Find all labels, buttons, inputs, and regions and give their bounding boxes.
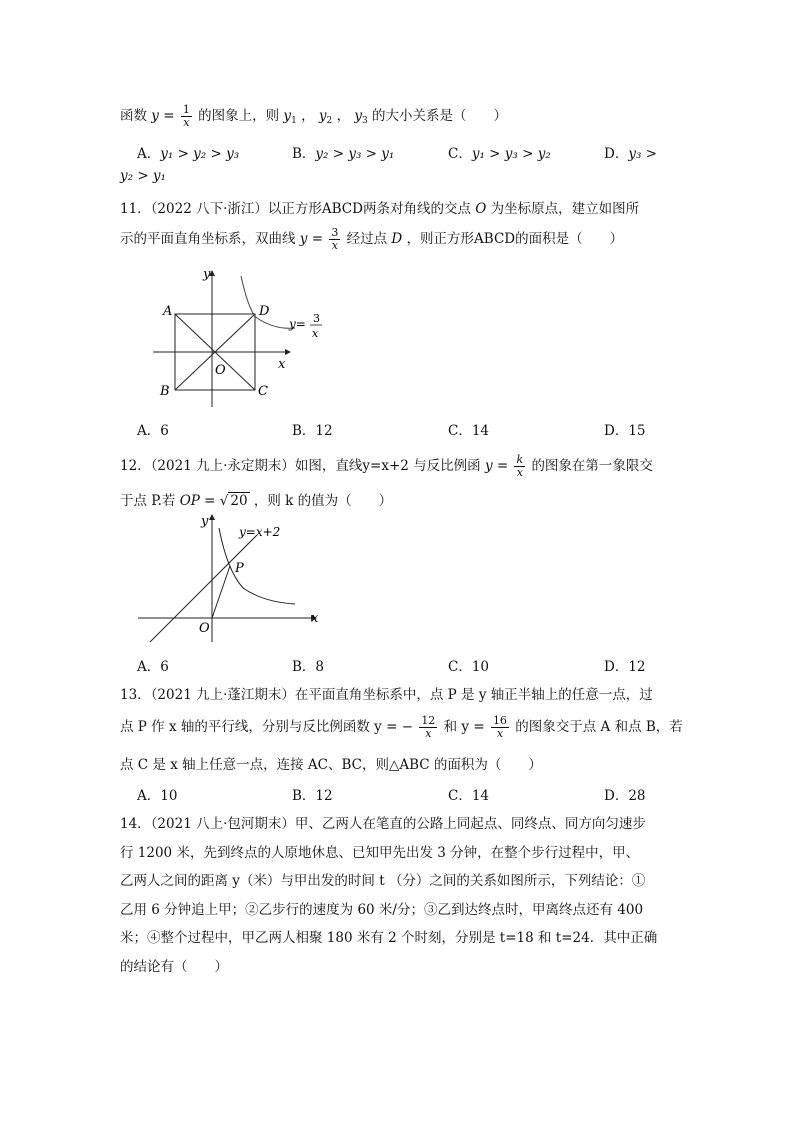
q13-option-c-label: C． — [448, 788, 472, 804]
q13-option-a — [137, 784, 177, 804]
q11-figure — [145, 262, 345, 412]
q12-func-lhs: y = — [484, 458, 509, 474]
q12-option-c-label: C． — [448, 659, 472, 675]
q10-suffix-a: 的图象上，则 — [198, 108, 280, 124]
q11-line1-b: 为坐标原点，建立如图所 — [490, 201, 640, 217]
q13-f1-fraction — [419, 715, 437, 740]
q10-option-a-label: A． — [137, 146, 161, 162]
q13-number: 13． — [120, 687, 151, 703]
q11-label-d: D — [259, 304, 270, 319]
q10-option-c-label: C． — [448, 146, 472, 162]
q11-var-d: D — [391, 231, 403, 247]
q11-option-d-value: 15 — [628, 423, 646, 439]
q11-option-c-label: C． — [448, 423, 472, 439]
q12-line2-a: 于点 P.若 — [120, 493, 176, 509]
q13-mid: 和 — [443, 719, 458, 735]
q11-option-a-label: A． — [137, 423, 161, 439]
q11-label-y: y — [203, 267, 211, 282]
q10-option-b — [292, 142, 394, 162]
q12-y-arrow — [209, 514, 215, 520]
q11-line1-a: 以正方形ABCD两条对角线的交点 — [267, 201, 471, 217]
q13-f2-num: 16 — [492, 714, 507, 727]
q14-source: （2021 八上·包河期末） — [150, 816, 295, 832]
q10-option-c-value: y₁ > y₃ > y₂ — [471, 146, 551, 162]
q12-line1-a: 如图，直线y=x+2 与反比例函 — [294, 458, 481, 474]
q11-option-c-value: 14 — [471, 423, 490, 439]
q10-suffix-b: 的大小关系是（ ） — [372, 108, 508, 124]
q10-func-lhs: y = — [151, 108, 175, 124]
q10-y3: y — [354, 108, 362, 124]
q12-option-b-value: 8 — [315, 659, 325, 675]
q10-option-b-label: B． — [292, 146, 316, 162]
q10-option-d-wrap: y₂ > y₁ — [120, 168, 166, 184]
q10-frac-num: 1 — [182, 103, 190, 116]
q11-line2 — [120, 227, 623, 252]
q10-option-a-value: y₁ > y₂ > y₃ — [160, 146, 240, 162]
q12-label-o: O — [199, 621, 210, 636]
q11-curve-num: 3 — [313, 312, 320, 325]
q14-line1 — [120, 812, 646, 832]
q12-label-x: x — [311, 611, 319, 626]
q12-frac-num: k — [516, 453, 524, 466]
q10-prefix: 函数 — [120, 108, 147, 124]
q10-option-d — [604, 142, 657, 162]
q12-sqrt-sign: √ — [219, 493, 229, 509]
q13-line3: 点 C 是 x 轴上任意一点，连接 AC、BC，则△ABC 的面积为（ ） — [120, 757, 542, 773]
q13-source: （2021 九上·蓬江期末） — [150, 687, 295, 703]
q10-y1: y — [283, 108, 292, 124]
q13-line1 — [120, 683, 653, 703]
q10-option-d-value-a: y₃ > — [628, 146, 657, 162]
q11-label-b: B — [160, 384, 170, 399]
q11-frac-num: 3 — [331, 226, 339, 239]
q12-option-c-value: 10 — [471, 659, 490, 675]
q11-label-o: O — [215, 363, 226, 378]
q11-curve-lhs: y= — [289, 317, 306, 331]
q12-line1-b: 的图象在第一象限交 — [531, 458, 653, 474]
q13-f1-num: 12 — [421, 714, 436, 727]
q11-fraction — [329, 227, 340, 252]
q13-option-b-label: B． — [292, 788, 316, 804]
q11-option-d-label: D． — [604, 423, 629, 439]
q14-line6: 的结论有（ ） — [120, 959, 228, 975]
q12-option-d — [604, 655, 646, 675]
q13-option-c-value: 14 — [471, 788, 490, 804]
q12-op-lhs: OP = — [179, 493, 216, 509]
q11-option-d — [604, 419, 646, 439]
q10-option-a — [137, 142, 239, 162]
q12-option-c — [448, 655, 489, 675]
q12-label-y: y — [201, 514, 209, 529]
q11-option-b — [292, 419, 333, 439]
q12-fraction — [514, 454, 525, 479]
q12-number: 12． — [120, 458, 151, 474]
q13-line2 — [120, 715, 683, 740]
q10-y2-sub: 2 — [326, 116, 333, 126]
q11-hyperbola — [241, 276, 295, 328]
q12-option-a-label: A． — [137, 659, 161, 675]
q12-op-radicand: 20 — [230, 493, 248, 509]
q12-line1 — [120, 454, 653, 479]
q13-option-d-value: 28 — [628, 788, 646, 804]
q10-y3-sub: 3 — [362, 116, 368, 126]
q14-line5: 米；④整个过程中，甲乙两人相聚 180 米有 2 个时刻，分别是 t=18 和 t=24．其中正确 — [120, 930, 658, 946]
q11-label-c: C — [258, 384, 268, 399]
q12-option-b-label: B． — [292, 659, 316, 675]
q11-option-a — [137, 419, 169, 439]
q12-frac-den: x — [516, 466, 523, 479]
q14-line4: 乙用 6 分钟追上甲；②乙步行的速度为 60 米/分；③乙到达终点时，甲离终点还有 400 — [120, 902, 644, 918]
q10-option-c — [448, 142, 551, 162]
q12-figure — [135, 510, 335, 650]
q13-line2-a: 点 P 作 x 轴的平行线，分别与反比例函数 — [120, 719, 370, 735]
q13-option-a-label: A． — [137, 788, 161, 804]
q14-line1-text: 甲、乙两人在笔直的公路上同起点、同终点、同方向匀速步 — [294, 816, 646, 832]
q11-label-a: A — [163, 304, 173, 319]
q12-option-d-value: 12 — [628, 659, 646, 675]
q12-line-label: y=x+2 — [239, 525, 281, 539]
q12-line2-b: ，则 k 的值为（ ） — [253, 493, 393, 509]
q11-option-b-label: B． — [292, 423, 316, 439]
q10-sep2: ， — [336, 108, 351, 124]
q11-line2-b: 经过点 — [346, 231, 388, 247]
q11-line2-c: ，则正方形ABCD的面积是（ ） — [406, 231, 624, 247]
q11-func-lhs: y = — [299, 231, 324, 247]
q11-option-a-value: 6 — [160, 423, 169, 439]
q10-option-b-value: y₂ > y₃ > y₁ — [315, 146, 395, 162]
q12-segment-op — [212, 566, 230, 618]
q12-hyperbola — [219, 528, 295, 604]
q13-f2-den: x — [496, 727, 504, 740]
q13-option-a-value: 10 — [160, 788, 178, 804]
q10-y1-sub: 1 — [291, 116, 297, 126]
q11-curve-den: x — [312, 327, 319, 340]
q10-option-d-label: D． — [604, 146, 629, 162]
q11-line2-a: 示的平面直角坐标系，双曲线 — [120, 231, 296, 247]
q13-option-b-value: 12 — [315, 788, 333, 804]
q12-option-d-label: D． — [604, 659, 629, 675]
q11-x-arrow — [285, 349, 291, 355]
q10-y2: y — [318, 108, 327, 124]
q14-line2: 行 1200 米，先到终点的人原地休息、已知甲先出发 3 分钟，在整个步行过程中，甲、 — [120, 845, 640, 861]
q11-source: （2022 八下·浙江） — [150, 201, 268, 217]
q12-label-p: P — [235, 561, 244, 576]
q10-frac-den: x — [183, 116, 190, 129]
q12-option-b — [292, 655, 324, 675]
q12-option-a-value: 6 — [160, 659, 169, 675]
q10-sep1: ， — [301, 108, 315, 124]
q11-option-b-value: 12 — [315, 423, 333, 439]
q11-label-x: x — [278, 357, 286, 372]
q13-option-d-label: D． — [604, 788, 629, 804]
q11-var-o: O — [475, 201, 487, 217]
q13-option-d — [604, 784, 646, 804]
q11-option-c — [448, 419, 489, 439]
q10-fraction — [181, 104, 192, 129]
q13-option-c — [448, 784, 489, 804]
q11-line1 — [120, 197, 639, 217]
q10-stem — [120, 104, 507, 129]
q14-number: 14． — [120, 816, 151, 832]
q12-line2 — [120, 489, 392, 509]
q13-option-b — [292, 784, 333, 804]
q13-f2-fraction — [491, 715, 509, 740]
q12-option-a — [137, 655, 169, 675]
q11-frac-den: x — [331, 239, 338, 252]
q13-f1-den: x — [425, 727, 432, 740]
q14-line3: 乙两人之间的距离 y（米）与甲出发的时间 t （分）之间的关系如图所示，下列结论：① — [120, 873, 646, 889]
q13-line1-text: 在平面直角坐标系中，点 P 是 y 轴正半轴上的任意一点，过 — [294, 687, 653, 703]
q13-f2-lhs: y = — [461, 719, 485, 735]
q12-source: （2021 九上·永定期末） — [150, 458, 295, 474]
q11-number: 11． — [120, 201, 151, 217]
q13-line2-b: 的图象交于点 A 和点 B，若 — [515, 719, 683, 735]
q13-f1-lhs: y = − — [374, 719, 414, 735]
